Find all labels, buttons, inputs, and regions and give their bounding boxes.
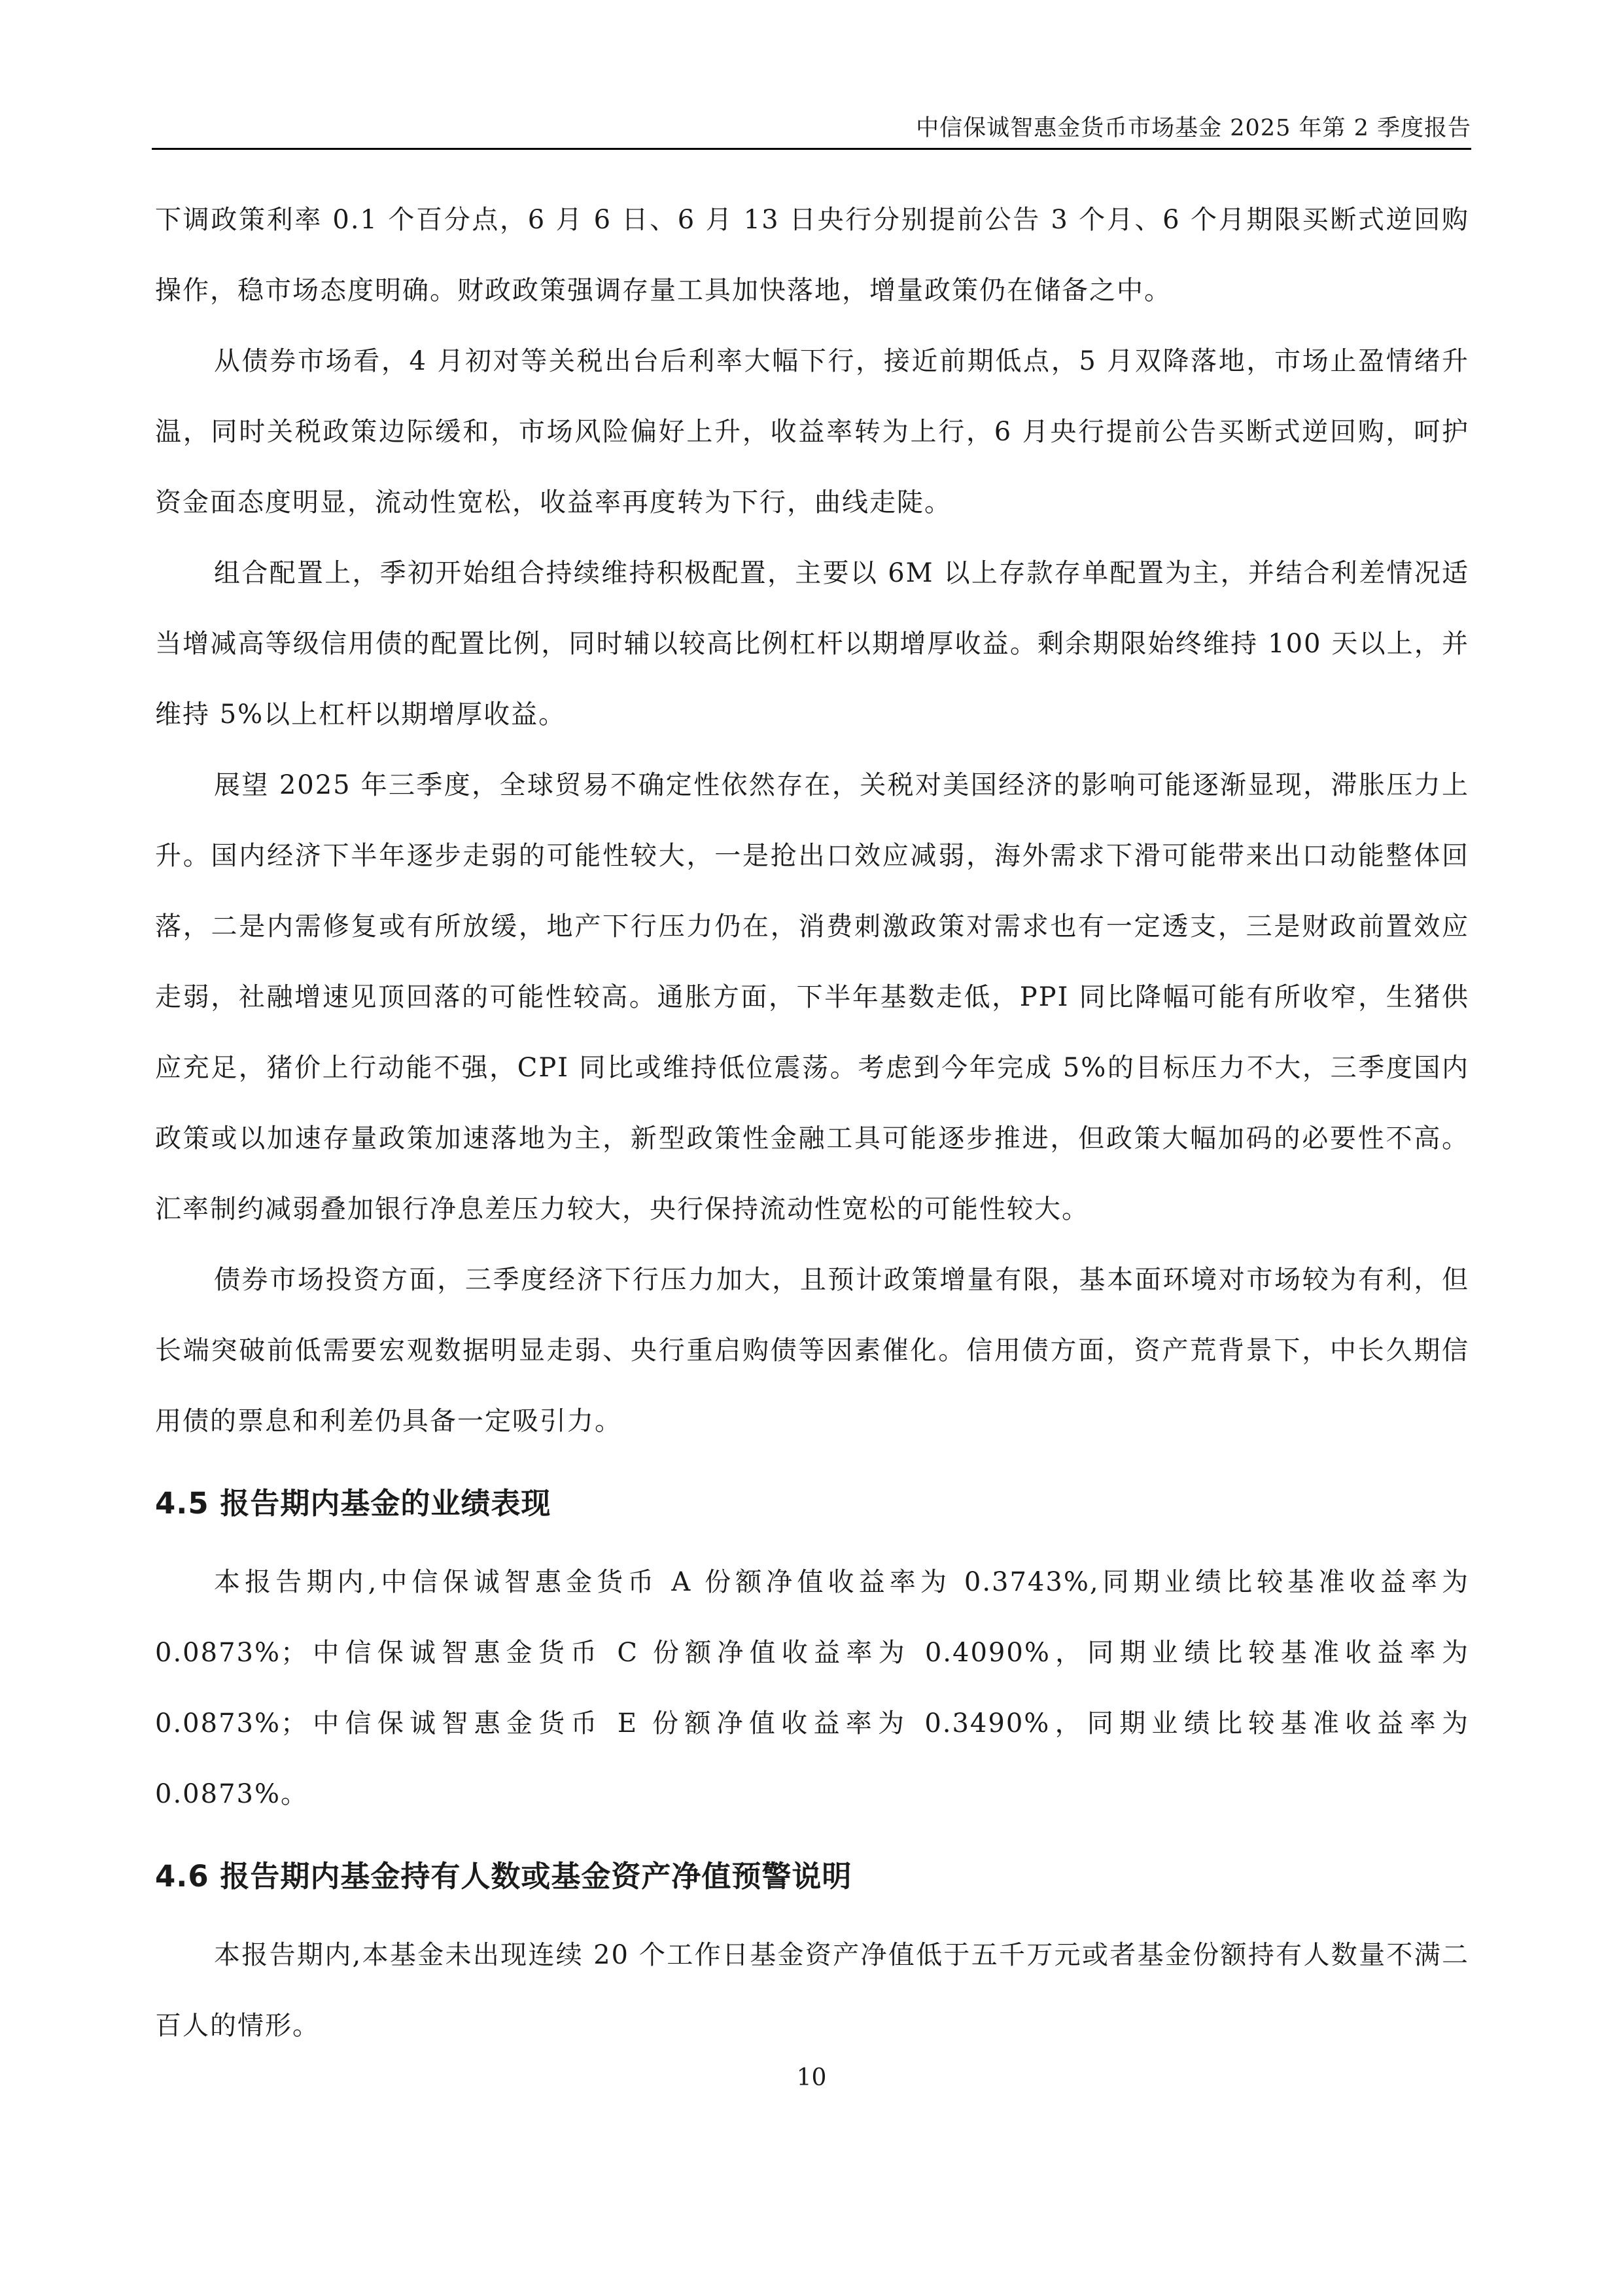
paragraph: 下调政策利率 0.1 个百分点，6 月 6 日、6 月 13 日央行分别提前公告 3 个月、6 个月期限买断式逆回购操作，稳市场态度明确。财政政策强调存量工具加快落地，增量政策仍在储备之中。 xyxy=(155,205,1469,306)
page-number: 10 xyxy=(796,2064,827,2091)
section-heading-4-5: 4.5 报告期内基金的业绩表现 xyxy=(155,1486,551,1521)
paragraph: 债券市场投资方面，三季度经济下行压力加大，且预计政策增量有限，基本面环境对市场较为有利，但长端突破前低需要宏观数据明显走弱、央行重启购债等因素催化。信用债方面，资产荒背景下，中长久期信用债的票息和利差仍具备一定吸引力。 xyxy=(155,1265,1469,1436)
paragraph: 本报告期内,中信保诚智惠金货币 A 份额净值收益率为 0.3743%,同期业绩比较基准收益率为 0.0873%；中信保诚智惠金货币 C 份额净值收益率为 0.4090%，同期业绩比较基准收益率为 0.0873%；中信保诚智惠金货币 E 份额净值收益率为 0.3490%，同期业绩比较基准收益率为 0.0873%。 xyxy=(155,1567,1469,1809)
paragraph: 组合配置上，季初开始组合持续维持积极配置，主要以 6M 以上存款存单配置为主，并结合利差情况适当增减高等级信用债的配置比例，同时辅以较高比例杠杆以期增厚收益。剩余期限始终维持 100 天以上，并维持 5%以上杠杆以期增厚收益。 xyxy=(155,558,1469,730)
report-title: 中信保诚智惠金货币市场基金 2025 年第 2 季度报告 xyxy=(916,115,1471,141)
paragraph: 本报告期内,本基金未出现连续 20 个工作日基金资产净值低于五千万元或者基金份额持有人数量不满二百人的情形。 xyxy=(155,1940,1469,2041)
paragraph: 从债券市场看，4 月初对等关税出台后利率大幅下行，接近前期低点，5 月双降落地，市场止盈情绪升温，同时关税政策边际缓和，市场风险偏好上升，收益率转为上行，6 月央行提前公告买断式逆回购，呵护资金面态度明显，流动性宽松，收益率再度转为下行，曲线走陡。 xyxy=(155,346,1469,518)
page-header xyxy=(152,110,1471,150)
section-heading-4-6: 4.6 报告期内基金持有人数或基金资产净值预警说明 xyxy=(155,1859,852,1894)
paragraph: 展望 2025 年三季度，全球贸易不确定性依然存在，关税对美国经济的影响可能逐渐显现，滞胀压力上升。国内经济下半年逐步走弱的可能性较大，一是抢出口效应减弱，海外需求下滑可能带来出口动能整体回落，二是内需修复或有所放缓，地产下行压力仍在，消费刺激政策对需求也有一定透支，三是财政前置效应走弱，社融增速见顶回落的可能性较高。通胀方面，下半年基数走低，PPI 同比降幅可能有所收窄，生猪供应充足，猪价上行动能不强，CPI 同比或维持低位震荡。考虑到今年完成 5%的目标压力不大，三季度国内政策或以加速存量政策加速落地为主，新型政策性金融工具可能逐步推进，但政策大幅加码的必要性不高。汇率制约减弱叠加银行净息差压力较大，央行保持流动性宽松的可能性较大。 xyxy=(155,770,1469,1224)
page-content xyxy=(155,185,1469,2061)
